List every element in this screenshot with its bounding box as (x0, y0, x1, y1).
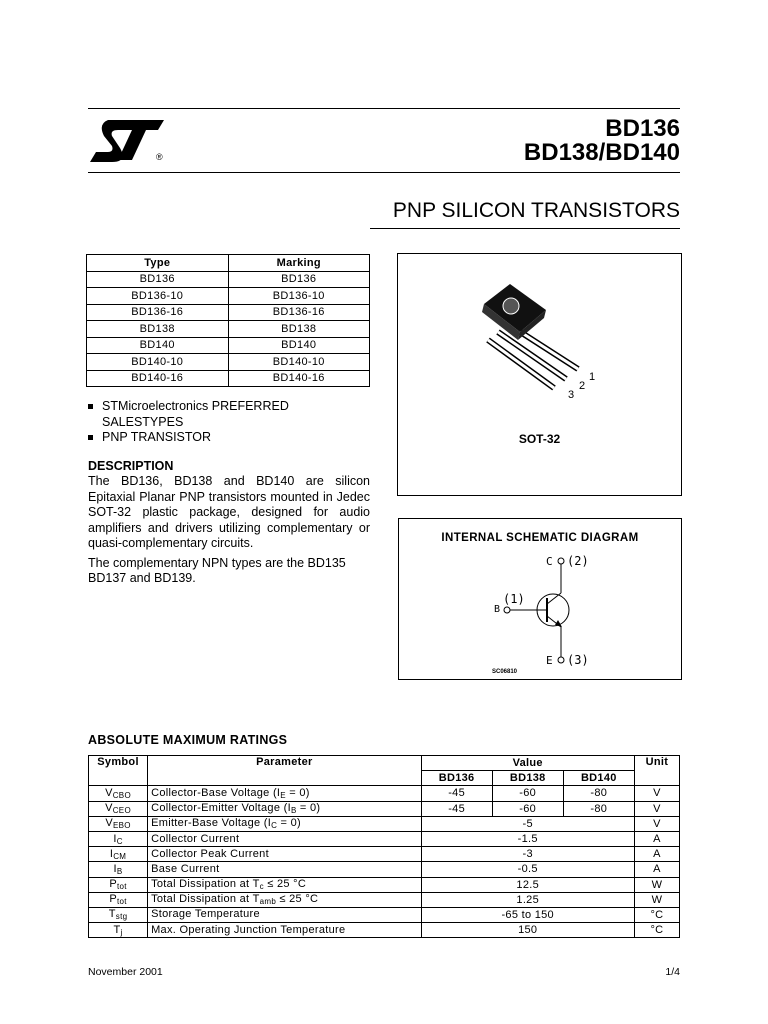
parameter-header: Parameter (148, 756, 421, 786)
st-logo (88, 116, 170, 173)
type-cell: BD140 (87, 337, 229, 354)
symbol-cell: $I_C$ (89, 831, 148, 846)
title-part-1: BD136 (605, 115, 680, 142)
unit-cell: V (634, 801, 679, 816)
value-cell: 150 (421, 923, 634, 938)
table-row (87, 321, 370, 338)
package-label: SOT-32 (518, 432, 561, 446)
symbol-header: Symbol (89, 756, 148, 786)
description-paragraph: The complementary NPN types are the BD135 BD137 and BD139. (88, 555, 346, 585)
type-cell: BD136-16 (87, 304, 229, 321)
parameter-cell: Base Current (148, 862, 421, 877)
marking-cell: BD140-16 (228, 370, 370, 387)
pin-2-label: 2 (579, 380, 586, 392)
marking-cell: BD140 (228, 337, 370, 354)
collector-label: C (546, 555, 553, 568)
value-cell: -3 (421, 847, 634, 862)
parameter-cell: Storage Temperature (148, 907, 421, 922)
value-cell: -65 to 150 (421, 907, 634, 922)
pin-3-label: 3 (568, 389, 575, 401)
description-paragraph: The BD136, BD138 and BD140 are silicon Epitaxial Planar PNP transistors mounted in Jedec SOT-32 plastic package, designed for audio amplifiers and drivers utilizing complementary or quasi-complementary circuits. (88, 474, 370, 550)
table-row (87, 354, 370, 371)
base-label: B (494, 604, 501, 615)
list-item: STMicroelectronics PREFERRED SALESTYPES (88, 399, 302, 430)
table-row (87, 288, 370, 305)
feature-list (88, 399, 302, 446)
table-row (89, 923, 680, 938)
parameter-cell: Max. Operating Junction Temperature (148, 923, 421, 938)
bullet-square-icon (88, 435, 93, 440)
value-header: Value (421, 756, 634, 771)
unit-cell: °C (634, 907, 679, 922)
top-rule (88, 108, 680, 109)
transistor-symbol (399, 519, 681, 679)
parameter-cell: Collector-Emitter Voltage $(I_B = 0)$ (148, 801, 421, 816)
symbol-cell: $V_{CEO}$ (89, 801, 148, 816)
pin-1-label: 1 (589, 371, 596, 383)
ratings-heading: ABSOLUTE MAXIMUM RATINGS (88, 733, 288, 747)
value-cell: -45 (421, 801, 492, 816)
type-cell: BD136-10 (87, 288, 229, 305)
parameter-cell: Collector-Base Voltage $(I_E = 0)$ (148, 786, 421, 801)
value-cell: 12.5 (421, 877, 634, 892)
footer-date: November 2001 (88, 966, 163, 978)
list-item: PNP TRANSISTOR (88, 430, 302, 446)
unit-cell: A (634, 831, 679, 846)
type-marking-table (86, 254, 370, 387)
type-header: Type (87, 255, 229, 272)
schematic-box (398, 518, 682, 680)
parameter-cell: Total Dissipation at $T_{amb} \le 25$ °C (148, 892, 421, 907)
symbol-cell: $T_{stg}$ (89, 907, 148, 922)
value-cell: -5 (421, 816, 634, 831)
table-row (89, 816, 680, 831)
table-row (87, 304, 370, 321)
unit-cell: A (634, 862, 679, 877)
marking-cell: BD140-10 (228, 354, 370, 371)
symbol-cell: $P_{tot}$ (89, 877, 148, 892)
schematic-code: SC06810 (492, 669, 518, 675)
table-row (89, 801, 680, 816)
type-cell: BD140-16 (87, 370, 229, 387)
base-pin-label: (1) (503, 592, 525, 606)
parameter-cell: Total Dissipation at $T_c \le 25$ °C (148, 877, 421, 892)
unit-cell: W (634, 892, 679, 907)
unit-header: Unit (634, 756, 679, 786)
value-cell: 1.25 (421, 892, 634, 907)
title-rule (88, 172, 680, 173)
marking-cell: BD136-16 (228, 304, 370, 321)
type-cell: BD136 (87, 271, 229, 288)
collector-pin-label: (2) (567, 554, 589, 568)
value-cell: -80 (563, 801, 634, 816)
parameter-cell: Collector Peak Current (148, 847, 421, 862)
value-cell: -45 (421, 786, 492, 801)
table-row (89, 847, 680, 862)
sot32-package-image (398, 254, 681, 414)
bd140-header: BD140 (563, 771, 634, 786)
marking-cell: BD136 (228, 271, 370, 288)
table-row (89, 786, 680, 801)
table-row (89, 907, 680, 922)
parameter-cell: Collector Current (148, 831, 421, 846)
bd138-header: BD138 (492, 771, 563, 786)
document-subtitle: PNP SILICON TRANSISTORS (392, 199, 680, 222)
symbol-cell: $I_{CM}$ (89, 847, 148, 862)
unit-cell: V (634, 786, 679, 801)
symbol-cell: $V_{EBO}$ (89, 816, 148, 831)
value-cell: -0.5 (421, 862, 634, 877)
subtitle-rule (370, 228, 680, 229)
parameter-cell: Emitter-Base Voltage $(I_C = 0)$ (148, 816, 421, 831)
type-cell: BD140-10 (87, 354, 229, 371)
unit-cell: A (634, 847, 679, 862)
table-row (89, 831, 680, 846)
table-row (87, 370, 370, 387)
page-number: 1/4 (665, 966, 680, 978)
emitter-label: E (546, 654, 553, 667)
registered-mark: ® (156, 152, 163, 162)
marking-header: Marking (228, 255, 370, 272)
schematic-title: INTERNAL SCHEMATIC DIAGRAM (441, 532, 639, 544)
emitter-pin-label: (3) (567, 653, 589, 667)
symbol-cell: $V_{CBO}$ (89, 786, 148, 801)
value-cell: -60 (492, 786, 563, 801)
value-cell: -1.5 (421, 831, 634, 846)
unit-cell: W (634, 877, 679, 892)
symbol-cell: $I_B$ (89, 862, 148, 877)
unit-cell: °C (634, 923, 679, 938)
symbol-cell: $T_j$ (89, 923, 148, 938)
type-cell: BD138 (87, 321, 229, 338)
bd136-header: BD136 (421, 771, 492, 786)
ratings-table (88, 755, 680, 938)
symbol-cell: $P_{tot}$ (89, 892, 148, 907)
table-row (87, 337, 370, 354)
bullet-square-icon (88, 404, 93, 409)
description-text (88, 474, 370, 591)
marking-cell: BD136-10 (228, 288, 370, 305)
table-row (87, 271, 370, 288)
package-box (397, 253, 682, 496)
marking-cell: BD138 (228, 321, 370, 338)
table-row (89, 892, 680, 907)
value-cell: -60 (492, 801, 563, 816)
description-heading: DESCRIPTION (88, 459, 174, 473)
unit-cell: V (634, 816, 679, 831)
table-row (89, 862, 680, 877)
title-part-2: BD138/BD140 (523, 139, 680, 166)
value-cell: -80 (563, 786, 634, 801)
table-row (89, 877, 680, 892)
